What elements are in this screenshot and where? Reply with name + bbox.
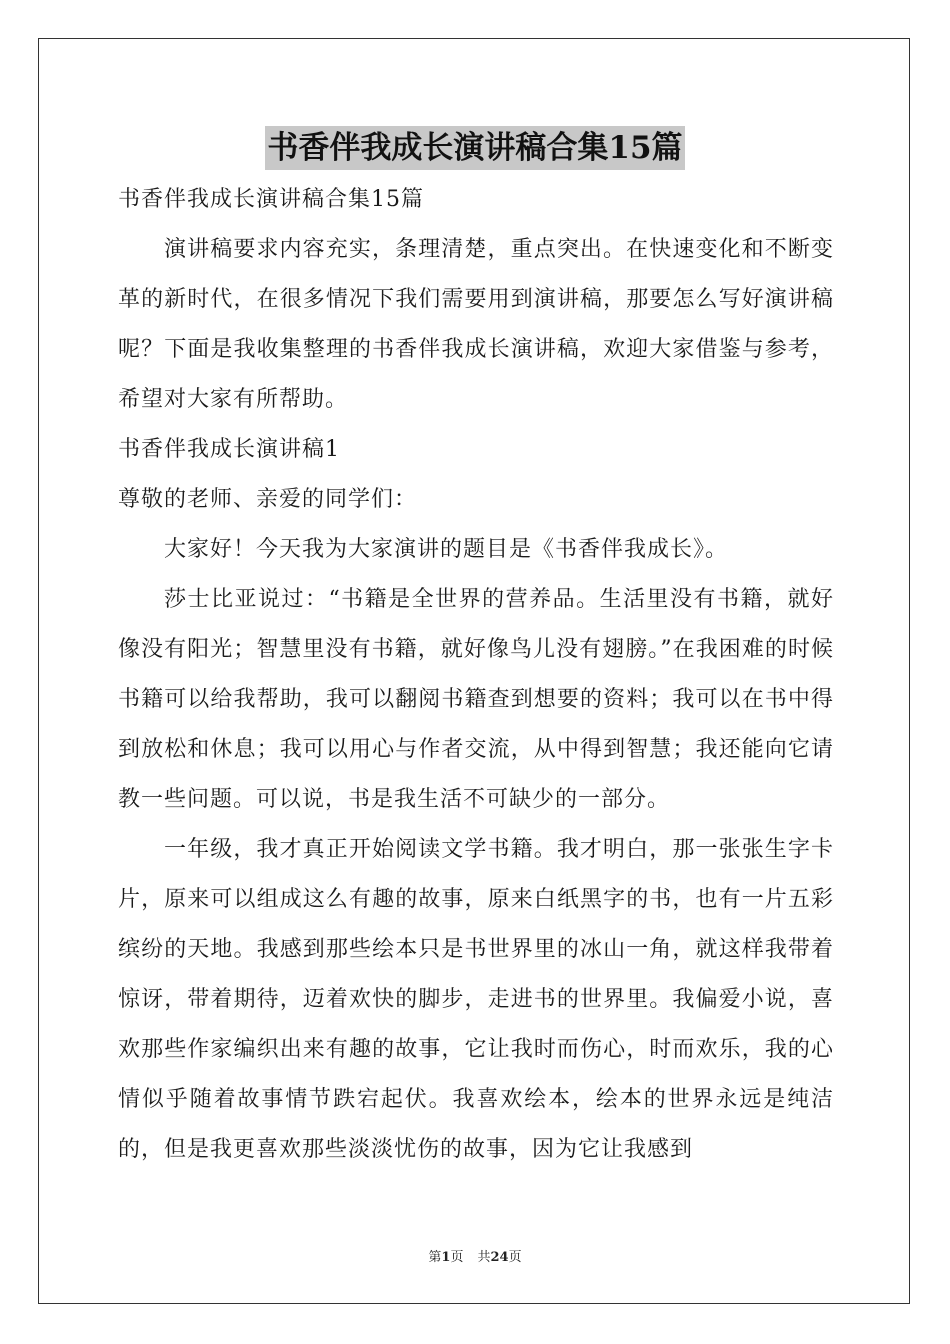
document-title: 书香伴我成长演讲稿合集15篇 (265, 126, 684, 170)
footer-total-prefix: 共 (477, 1250, 491, 1265)
paragraph-intro: 演讲稿要求内容充实，条理清楚，重点突出。在快速变化和不断变革的新时代，在很多情况下我们需要用到演讲稿，那要怎么写好演讲稿呢？下面是我收集整理的书香伴我成长演讲稿，欢迎大家借鉴与参考，希望对大家有所帮助。 (118, 237, 834, 412)
paragraph-salutation: 尊敬的老师、亲爱的同学们： (118, 487, 418, 512)
paragraph-body: 一年级，我才真正开始阅读文学书籍。我才明白，那一张张生字卡片，原来可以组成这么有趣的故事，原来白纸黑字的书，也有一片五彩缤纷的天地。我感到那些绘本只是书世界里的冰山一角，就这样我带着惊讶，带着期待，迈着欢快的脚步，走进书的世界里。我偏爱小说，喜欢那些作家编织出来有趣的故事，它让我时而伤心，时而欢乐，我的心情似乎随着故事情节跌宕起伏。我喜欢绘本，绘本的世界永远是纯洁的，但是我更喜欢那些淡淡忧伤的故事，因为它让我感到 (118, 837, 834, 1162)
document-body (118, 175, 834, 1175)
paragraph-subtitle: 书香伴我成长演讲稿合集15篇 (118, 187, 424, 212)
footer-total-pages: 24 (490, 1250, 509, 1265)
footer-page-suffix: 页 (450, 1250, 464, 1265)
page-footer (0, 1246, 950, 1265)
paragraph-greeting: 大家好！今天我为大家演讲的题目是《书香伴我成长》。 (164, 537, 729, 562)
footer-page-prefix: 第 (428, 1250, 442, 1265)
section-heading: 书香伴我成长演讲稿1 (118, 437, 340, 462)
paragraph-body: 莎士比亚说过：“书籍是全世界的营养品。生活里没有书籍，就好像没有阳光；智慧里没有书籍，就好像鸟儿没有翅膀。”在我困难的时候书籍可以给我帮助，我可以翻阅书籍查到想要的资料；我可以在书中得到放松和休息；我可以用心与作者交流，从中得到智慧；我还能向它请教一些问题。可以说，书是我生活不可缺少的一部分。 (118, 587, 834, 812)
title-container (0, 126, 950, 170)
footer-total-suffix: 页 (508, 1250, 522, 1265)
footer-page-number: 1 (441, 1250, 451, 1265)
